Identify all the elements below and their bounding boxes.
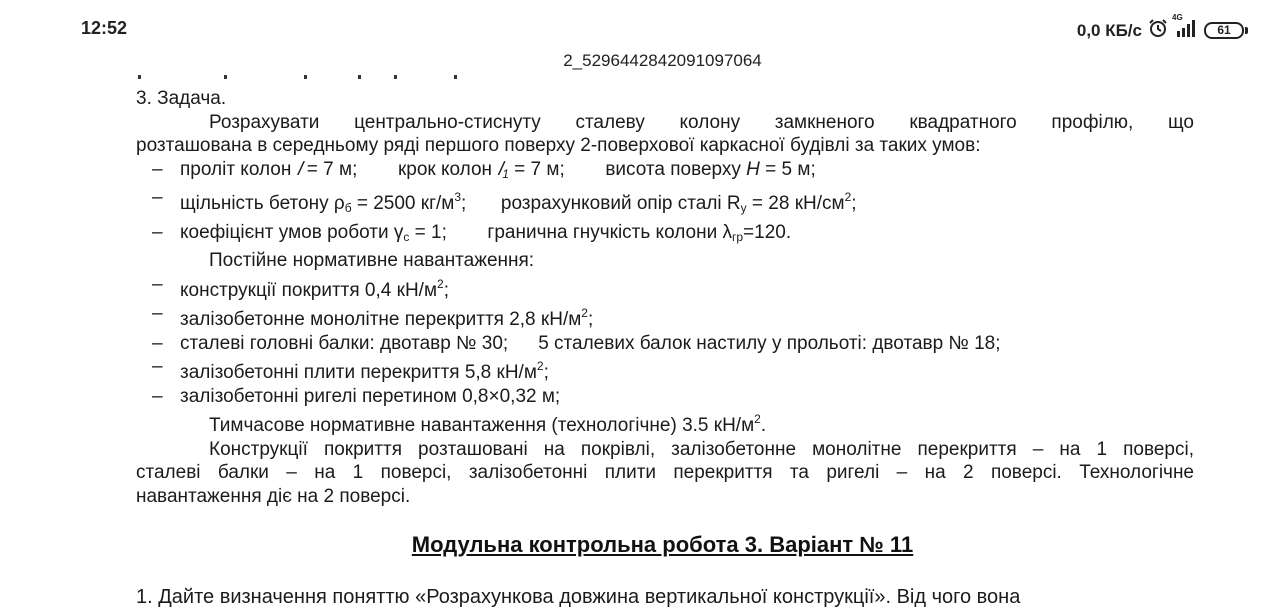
permanent-load-item: – конструкції покриття 0,4 $кН/м^2$;: [152, 273, 449, 301]
load-text: сталеві головні балки: двотавр № 30;: [180, 332, 509, 354]
resistance-unit-power: 2: [844, 190, 852, 204]
height-value: = 5 м;: [759, 158, 816, 180]
resistance-value: = 28 кН/см: [746, 193, 845, 214]
battery-icon: [1204, 22, 1248, 39]
load-unit-power: 2: [437, 276, 444, 291]
step-label: крок колон: [397, 158, 493, 180]
status-bar: [0, 0, 1280, 58]
height-label: висота поверху: [605, 158, 741, 180]
condition-row-1: – проліт колон 𝑙 = 7 м; крок колон 𝑙$_1$ = 7 м; висота поверху H = 5 м;: [152, 158, 816, 181]
concrete-density-label: щільність бетону: [180, 193, 329, 214]
placement-line-1: Конструкції покриття розташовані на покрівлі, залізобетонне монолітне перекриття – на 1 поверсі,: [209, 438, 1194, 460]
task-intro-line-1: Розрахувати центрально-стиснуту сталеву колону замкненого квадратного профілю, що: [209, 111, 1194, 133]
permanent-load-item: – залізобетонне монолітне перекриття 2,8 $кН/м^2$;: [152, 303, 594, 330]
height-symbol: H: [746, 158, 760, 180]
span-value: = 7 м;: [301, 158, 358, 180]
load-text-secondary: 0,32 м;: [499, 385, 561, 407]
signal-icon: [1172, 13, 1198, 42]
resistance-subscript: y: [740, 201, 747, 215]
punct: ;: [587, 309, 594, 330]
punct: ;: [461, 193, 467, 214]
task-intro-line-2: розташована в середньому ряді першого поверху 2-поверхової каркасної будівлі за таких умов:: [136, 135, 981, 156]
span-symbol: 𝑙: [296, 158, 302, 180]
slenderness-subscript: гр: [731, 229, 744, 244]
cut-off-text-fragment: [136, 70, 536, 80]
load-text-secondary: 5 сталевих балок настилу у прольоті: двотавр № 18;: [538, 332, 1001, 354]
placement-line-2: сталеві балки – на 1 поверсі, залізобетонні плити перекриття та ригелі – на 2 поверсі. Технологічне: [136, 462, 1194, 483]
step-subscript: 1: [502, 166, 509, 181]
temporary-load: [136, 408, 1194, 438]
punct: ;: [851, 193, 857, 214]
density-symbol: ρ: [333, 193, 345, 214]
slenderness-value: =120.: [743, 221, 792, 243]
clock: 12:52: [81, 18, 128, 38]
density-value: = 2500 кг/м: [351, 193, 455, 214]
load-text: залізобетонні ригелі перетином 0,8: [180, 385, 489, 407]
question-1: 1. Дайте визначення поняттю «Розрахункова довжина вертикальної конструкції». Від чого вона: [136, 586, 1021, 608]
task-document: [136, 87, 1194, 508]
work-coef-label: коефіцієнт умов роботи: [180, 221, 389, 243]
span-label: проліт колон: [180, 158, 292, 180]
punct: .: [760, 415, 767, 436]
network-type: 4G: [1172, 13, 1183, 22]
work-coef-subscript: c: [403, 229, 410, 244]
multiply-symbol: ×: [488, 385, 500, 407]
status-indicators: [1076, 13, 1248, 43]
alarm-icon: [1148, 18, 1168, 43]
work-coef-symbol: γ: [393, 221, 404, 243]
module-heading: Модульна контрольна робота 3. Варіант № 11: [411, 532, 914, 557]
permanent-load-item: – залізобетонні ригелі перетином 0,8×0,32 м;: [152, 385, 561, 407]
density-subscript: б: [344, 201, 352, 215]
load-text: конструкції покриття 0,4 кН/м: [180, 279, 438, 301]
battery-level: 61: [1204, 22, 1244, 39]
work-coef-value: = 1;: [409, 221, 447, 243]
step-symbol: 𝑙: [497, 158, 503, 180]
load-text: залізобетонне монолітне перекриття 2,8 кН/м: [180, 309, 582, 330]
permanent-load-item: – залізобетонні плити перекриття 5,8 $кН/м^2$;: [152, 356, 549, 383]
temporary-load-text: Тимчасове нормативне навантаження (технологічне) 3.5 кН/м: [209, 415, 755, 436]
condition-row-3: – коефіцієнт умов роботи $\gamma_c = 1$; гранична гнучкість колони $\lambda_{гр}=120$.: [152, 221, 792, 244]
placement-line-3: навантаження діє на 2 поверсі.: [136, 485, 411, 507]
file-name: 2_5296442842091097064: [563, 51, 762, 70]
condition-row-2: – щільність бетону $\rho_б = 2500$ $кг/м^3$; розрахунковий опір сталі $R_y = 28$ $кН/см^2$;: [152, 187, 857, 215]
slenderness-label: гранична гнучкість колони λ: [487, 221, 732, 243]
permanent-load-item: – сталеві головні балки: двотавр № 30; 5 сталевих балок настилу у прольоті: двотавр № 18;: [152, 332, 1001, 354]
punct: ;: [443, 279, 449, 301]
task-title: 3. Задача.: [136, 88, 227, 109]
load-text: залізобетонні плити перекриття 5,8 кН/м: [180, 362, 537, 383]
network-speed: 0,0 КБ/с: [1076, 20, 1142, 40]
step-value: = 7 м;: [508, 158, 565, 180]
steel-resistance-label: розрахунковий опір сталі R: [500, 193, 741, 214]
load-unit-power: 2: [581, 306, 588, 320]
load-unit-power: 2: [536, 359, 544, 373]
punct: ;: [543, 362, 549, 383]
density-unit-power: 3: [454, 190, 462, 204]
temporary-load-unit-power: 2: [754, 412, 761, 426]
permanent-load-title: Постійне нормативне навантаження:: [209, 250, 535, 271]
